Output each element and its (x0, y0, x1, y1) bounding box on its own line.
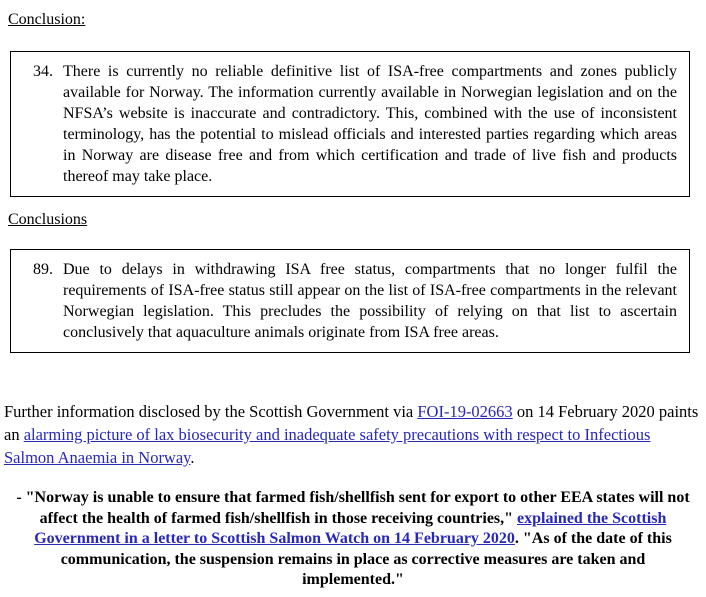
text-segment: . (190, 448, 195, 467)
paragraph-34 (31, 61, 677, 187)
heading-row-1 (0, 10, 706, 30)
paragraph-34-number: 34. (33, 63, 53, 80)
paragraph-89-number: 89. (33, 261, 53, 278)
scottish-government-letter-link[interactable]: explained the Scottish Government in a letter to Scottish Salmon Watch on 14 February 2020 (34, 509, 667, 547)
text-segment: on 14 February 2020 paints an (4, 402, 699, 444)
alarming-picture-biosecurity-link[interactable]: alarming picture of lax biosecurity and inadequate safety precautions with respect to Infectious Salmon Anaemia in Norway (4, 425, 651, 467)
quote-text-segment: - "Norway is unable to ensure that farmed fish/shellfish sent for export to other EEA states will not affect the health of farmed fish/shellfish in those receiving countries," (16, 489, 690, 527)
foi-19-02663-link[interactable]: FOI-19-02663 (417, 402, 513, 421)
quote-text-segment: . "As of the date of this communication, the suspension remains in place as corrective measures are taken and implemented." (60, 530, 672, 588)
further-information-paragraph (4, 400, 702, 469)
paragraph-34-text: There is currently no reliable definitive list of ISA-free compartments and zones publicly available for Norway. The information currently available in Norwegian legislation and on the NFSA’s website is inaccurate and contradictory. This, combined with the use of inconsistent terminology, has the potential to mislead officials and interested parties regarding which areas in Norway are disease free and from which certification and trade of live fish and products thereof may take place. (63, 63, 677, 185)
paragraph-89-text: Due to delays in withdrawing ISA free status, compartments that no longer fulfil the requirements of ISA-free status still appear on the list of ISA-free compartments in the relevant Norwegian legislation. This precludes the possibility of relying on that list to ascertain conclusively that aquaculture animals originate from ISA free areas. (63, 261, 677, 341)
paragraph-89 (31, 259, 677, 343)
bold-quote-paragraph (14, 488, 692, 591)
heading-row-2 (0, 210, 706, 230)
conclusion-heading: Conclusion: (8, 11, 86, 28)
conclusion-box-34 (10, 51, 690, 197)
conclusions-heading: Conclusions (8, 211, 88, 228)
text-segment: Further information disclosed by the Scottish Government via (4, 402, 418, 421)
conclusion-box-89 (10, 249, 690, 353)
